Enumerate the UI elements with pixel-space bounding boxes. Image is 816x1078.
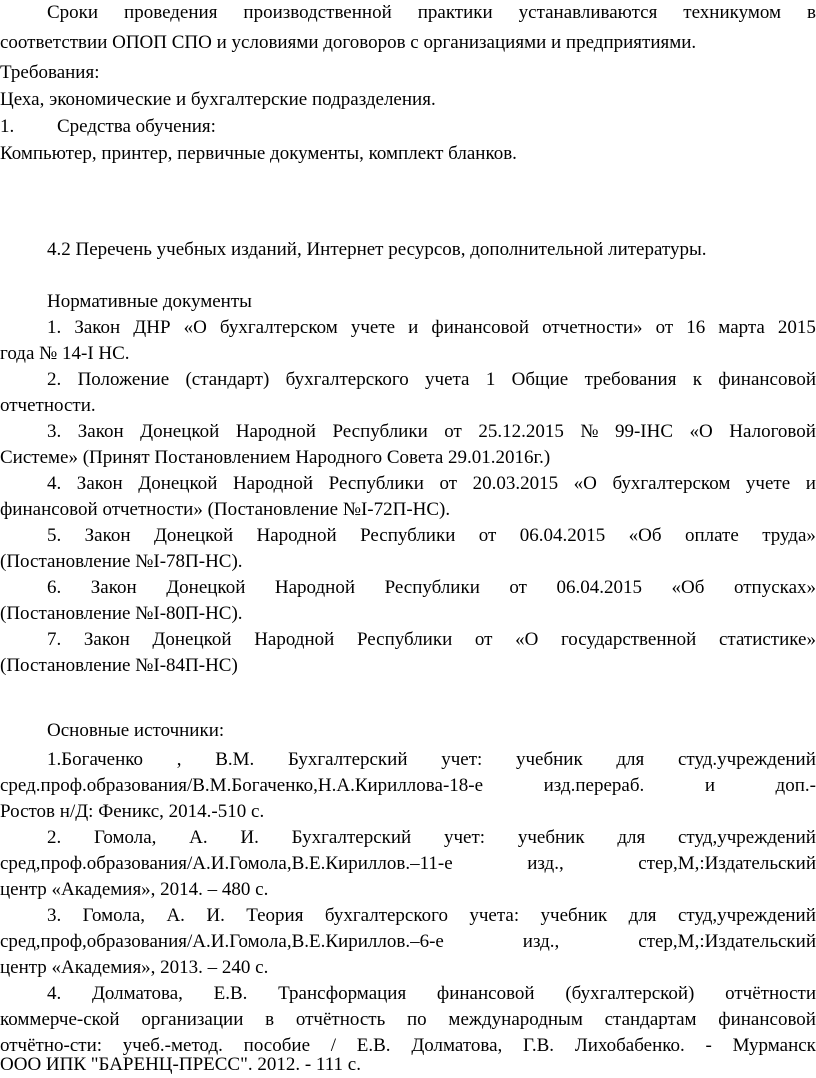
word: Е.В. xyxy=(213,983,248,1004)
word: 2. xyxy=(47,827,62,848)
word: устанавливаются xyxy=(518,2,658,23)
source-2-line-2 xyxy=(0,851,816,877)
word: международным xyxy=(448,1009,583,1030)
word: студ,учреждений xyxy=(677,905,816,926)
word: практики xyxy=(417,2,493,23)
word: - xyxy=(705,1035,712,1056)
normative-item-7-line-2: (Постановление №I-84П-НС) xyxy=(0,655,238,676)
word: пособие xyxy=(243,1035,310,1056)
word: И. xyxy=(206,905,225,926)
word: «Об xyxy=(671,577,705,598)
word: учебник xyxy=(517,827,585,848)
word: Трансформация xyxy=(278,983,407,1004)
word: Республики xyxy=(332,421,428,442)
source-1-line-3: Ростов н/Д: Феникс, 2014.-510 с. xyxy=(0,801,265,822)
intro-paragraph-line-2: соответствии ОПОП СПО и условиями договоров с организациями и предприятиями. xyxy=(0,32,697,53)
source-2-line-1 xyxy=(47,825,816,851)
normative-item-4-line-1 xyxy=(47,471,816,497)
word: Общие xyxy=(511,369,569,390)
word: марта xyxy=(718,317,765,338)
word: 2015 xyxy=(777,317,816,338)
word: 1. xyxy=(47,317,62,338)
word: и xyxy=(805,473,816,494)
word: сред.проф.образования/В.М.Богаченко,Н.А.Кириллова-18-е xyxy=(0,775,484,796)
normative-item-1-line-1 xyxy=(47,315,816,341)
word: бухгалтерском xyxy=(612,473,731,494)
word: коммерче-ской xyxy=(0,1009,120,1030)
word: учебник xyxy=(515,749,583,770)
word: сред,проф,образования/А.И.Гомола,В.Е.Кириллов.–6-е xyxy=(0,931,444,952)
source-1-line-1 xyxy=(47,747,816,773)
word: Гомола, xyxy=(94,827,157,848)
word: Бухгалтерский xyxy=(291,827,412,848)
word: для xyxy=(628,905,657,926)
word: 3. xyxy=(47,905,62,926)
word: учеб.-метод. xyxy=(122,1035,223,1056)
word: Налоговой xyxy=(729,421,816,442)
word: 1 xyxy=(485,369,496,390)
word: от xyxy=(444,421,462,442)
word: учета xyxy=(425,369,470,390)
word: Теория xyxy=(246,905,304,926)
means-label: Средства обучения: xyxy=(57,116,216,137)
word: проведения xyxy=(124,2,218,23)
word: / xyxy=(330,1035,337,1056)
word: отчётность xyxy=(295,1009,386,1030)
word: для xyxy=(616,749,645,770)
word: Долматова, xyxy=(411,1035,503,1056)
source-3-line-2 xyxy=(0,929,816,955)
word: требования xyxy=(584,369,677,390)
word: бухгалтерского xyxy=(324,905,448,926)
word: изд.перераб. xyxy=(543,775,645,796)
word: «О xyxy=(573,473,597,494)
word: 99-IНС xyxy=(614,421,674,442)
requirements-text: Цеха, экономические и бухгалтерские подразделения. xyxy=(0,89,436,110)
means-text: Компьютер, принтер, первичные документы, комплект бланков. xyxy=(0,143,517,164)
word: Положение xyxy=(77,369,170,390)
word: техникумом xyxy=(683,2,782,23)
word: финансовой xyxy=(431,317,530,338)
word: , xyxy=(176,749,182,770)
word: В.М. xyxy=(215,749,255,770)
normative-item-5-line-2: (Постановление №I-78П-НС). xyxy=(0,551,243,572)
word: отпусках» xyxy=(733,577,816,598)
word: Народной xyxy=(256,525,337,546)
word: «О xyxy=(183,317,207,338)
word: студ,учреждений xyxy=(678,827,816,848)
normative-item-2-line-1 xyxy=(47,367,816,393)
normative-item-4-line-2: финансовой отчетности» (Постановление №I-72П-НС). xyxy=(0,499,451,520)
word: Гомола, xyxy=(82,905,146,926)
word: от xyxy=(439,473,458,494)
word: Республики xyxy=(356,629,453,650)
normative-heading: Нормативные документы xyxy=(47,291,252,312)
word: учебник xyxy=(540,905,608,926)
section-heading: 4.2 Перечень учебных изданий, Интернет ресурсов, дополнительной литературы. xyxy=(47,239,707,260)
word: Г.В. xyxy=(523,1035,555,1056)
word: учете xyxy=(745,473,791,494)
word: 3. xyxy=(47,421,62,442)
word: производственной xyxy=(243,2,392,23)
word: отчётности xyxy=(725,983,816,1004)
word: 1.Богаченко xyxy=(47,749,144,770)
word: отчетности» xyxy=(542,317,643,338)
word: Республики xyxy=(384,577,480,598)
word: «О xyxy=(689,421,713,442)
word: стер,М,:Издательский xyxy=(638,931,816,952)
word: Лихобабенко. xyxy=(574,1035,685,1056)
word: доп.- xyxy=(775,775,816,796)
word: учета: xyxy=(469,905,520,926)
word: студ.учреждений xyxy=(677,749,816,770)
source-3-line-1 xyxy=(47,903,816,929)
word: бухгалтерском xyxy=(219,317,338,338)
word: Народной xyxy=(232,473,314,494)
word: и xyxy=(408,317,419,338)
intro-paragraph-line-1 xyxy=(47,0,816,26)
word: изд., xyxy=(527,853,564,874)
word: 06.04.2015 xyxy=(519,525,606,546)
normative-item-7-line-1 xyxy=(47,627,816,653)
word: 6. xyxy=(47,577,62,598)
normative-item-5-line-1 xyxy=(47,523,816,549)
word: Республики xyxy=(360,525,456,546)
word: сред,проф.образования/А.И.Гомола,В.Е.Кириллов.–11-е xyxy=(0,853,453,874)
word: Долматова, xyxy=(91,983,183,1004)
word: статистике» xyxy=(718,629,816,650)
word: Донецкой xyxy=(166,577,246,598)
word: Донецкой xyxy=(138,473,218,494)
word: (стандарт) xyxy=(185,369,270,390)
word: «О xyxy=(515,629,539,650)
word: изд., xyxy=(522,931,560,952)
word: А. xyxy=(189,827,208,848)
word: бухгалтерского xyxy=(285,369,409,390)
word: 5. xyxy=(47,525,62,546)
word: Закон xyxy=(76,473,123,494)
source-4-line-4: ООО ИПК "БАРЕНЦ-ПРЕСС". 2012. - 111 с. xyxy=(0,1054,361,1075)
word: Мурманск xyxy=(732,1035,816,1056)
word: от xyxy=(655,317,674,338)
word: финансовой xyxy=(436,983,535,1004)
source-2-line-3: центр «Академия», 2014. – 480 с. xyxy=(0,879,269,900)
word: ДНР xyxy=(133,317,171,338)
word: от xyxy=(478,525,497,546)
word: 16 xyxy=(686,317,706,338)
word: оплате xyxy=(684,525,739,546)
source-1-line-2 xyxy=(0,773,816,799)
word: Бухгалтерский xyxy=(287,749,408,770)
word: Донецкой xyxy=(140,421,220,442)
word: для xyxy=(617,827,646,848)
word: Закон xyxy=(74,317,121,338)
word: учет: xyxy=(444,827,486,848)
word: 7. xyxy=(47,629,62,650)
word: от xyxy=(474,629,493,650)
word: 06.04.2015 xyxy=(556,577,643,598)
word: финансовой xyxy=(718,369,816,390)
word: учете xyxy=(350,317,396,338)
word: Сроки xyxy=(47,2,99,23)
word: 4. xyxy=(47,473,62,494)
source-4-line-2 xyxy=(0,1007,816,1033)
word: и xyxy=(704,775,715,796)
normative-item-2-line-2: отчетности. xyxy=(0,395,96,416)
word: труда» xyxy=(762,525,816,546)
word: (бухгалтерской) xyxy=(565,983,695,1004)
word: государственной xyxy=(560,629,697,650)
word: И. xyxy=(240,827,259,848)
word: 20.03.2015 xyxy=(472,473,559,494)
word: Народной xyxy=(235,421,316,442)
word: организации xyxy=(141,1009,244,1030)
source-3-line-3: центр «Академия», 2013. – 240 с. xyxy=(0,957,269,978)
word: стандартам xyxy=(604,1009,697,1030)
requirements-label: Требования: xyxy=(0,62,100,83)
word: в xyxy=(806,2,816,23)
word: 2. xyxy=(47,369,62,390)
word: к xyxy=(692,369,702,390)
word: Донецкой xyxy=(152,629,232,650)
word: Донецкой xyxy=(153,525,234,546)
normative-item-1-line-2: года № 14-I НС. xyxy=(0,343,130,364)
word: по xyxy=(407,1009,427,1030)
word: Закон xyxy=(83,629,130,650)
word: учет: xyxy=(441,749,483,770)
word: стер,М,:Издательский xyxy=(638,853,816,874)
word: 4. xyxy=(47,983,62,1004)
word: Республики xyxy=(328,473,424,494)
word: в xyxy=(265,1009,275,1030)
word: Е.В. xyxy=(356,1035,391,1056)
word: Народной xyxy=(274,577,356,598)
word: отчётно-сти: xyxy=(0,1035,103,1056)
word: Закон xyxy=(77,421,124,442)
word: «Об xyxy=(628,525,662,546)
means-number: 1. xyxy=(0,116,15,137)
word: от xyxy=(509,577,527,598)
normative-item-3-line-1 xyxy=(47,419,816,445)
word: Народной xyxy=(254,629,335,650)
word: Закон xyxy=(84,525,131,546)
word: № xyxy=(580,421,599,442)
word: 25.12.2015 xyxy=(478,421,564,442)
normative-item-3-line-2: Системе» (Принят Постановлением Народного Совета 29.01.2016г.) xyxy=(0,447,551,468)
sources-heading: Основные источники: xyxy=(47,720,225,741)
word: А. xyxy=(166,905,185,926)
word: Закон xyxy=(90,577,137,598)
word: финансовой xyxy=(718,1009,816,1030)
normative-item-6-line-1 xyxy=(47,575,816,601)
normative-item-6-line-2: (Постановление №I-80П-НС). xyxy=(0,603,243,624)
source-4-line-1 xyxy=(47,981,816,1007)
